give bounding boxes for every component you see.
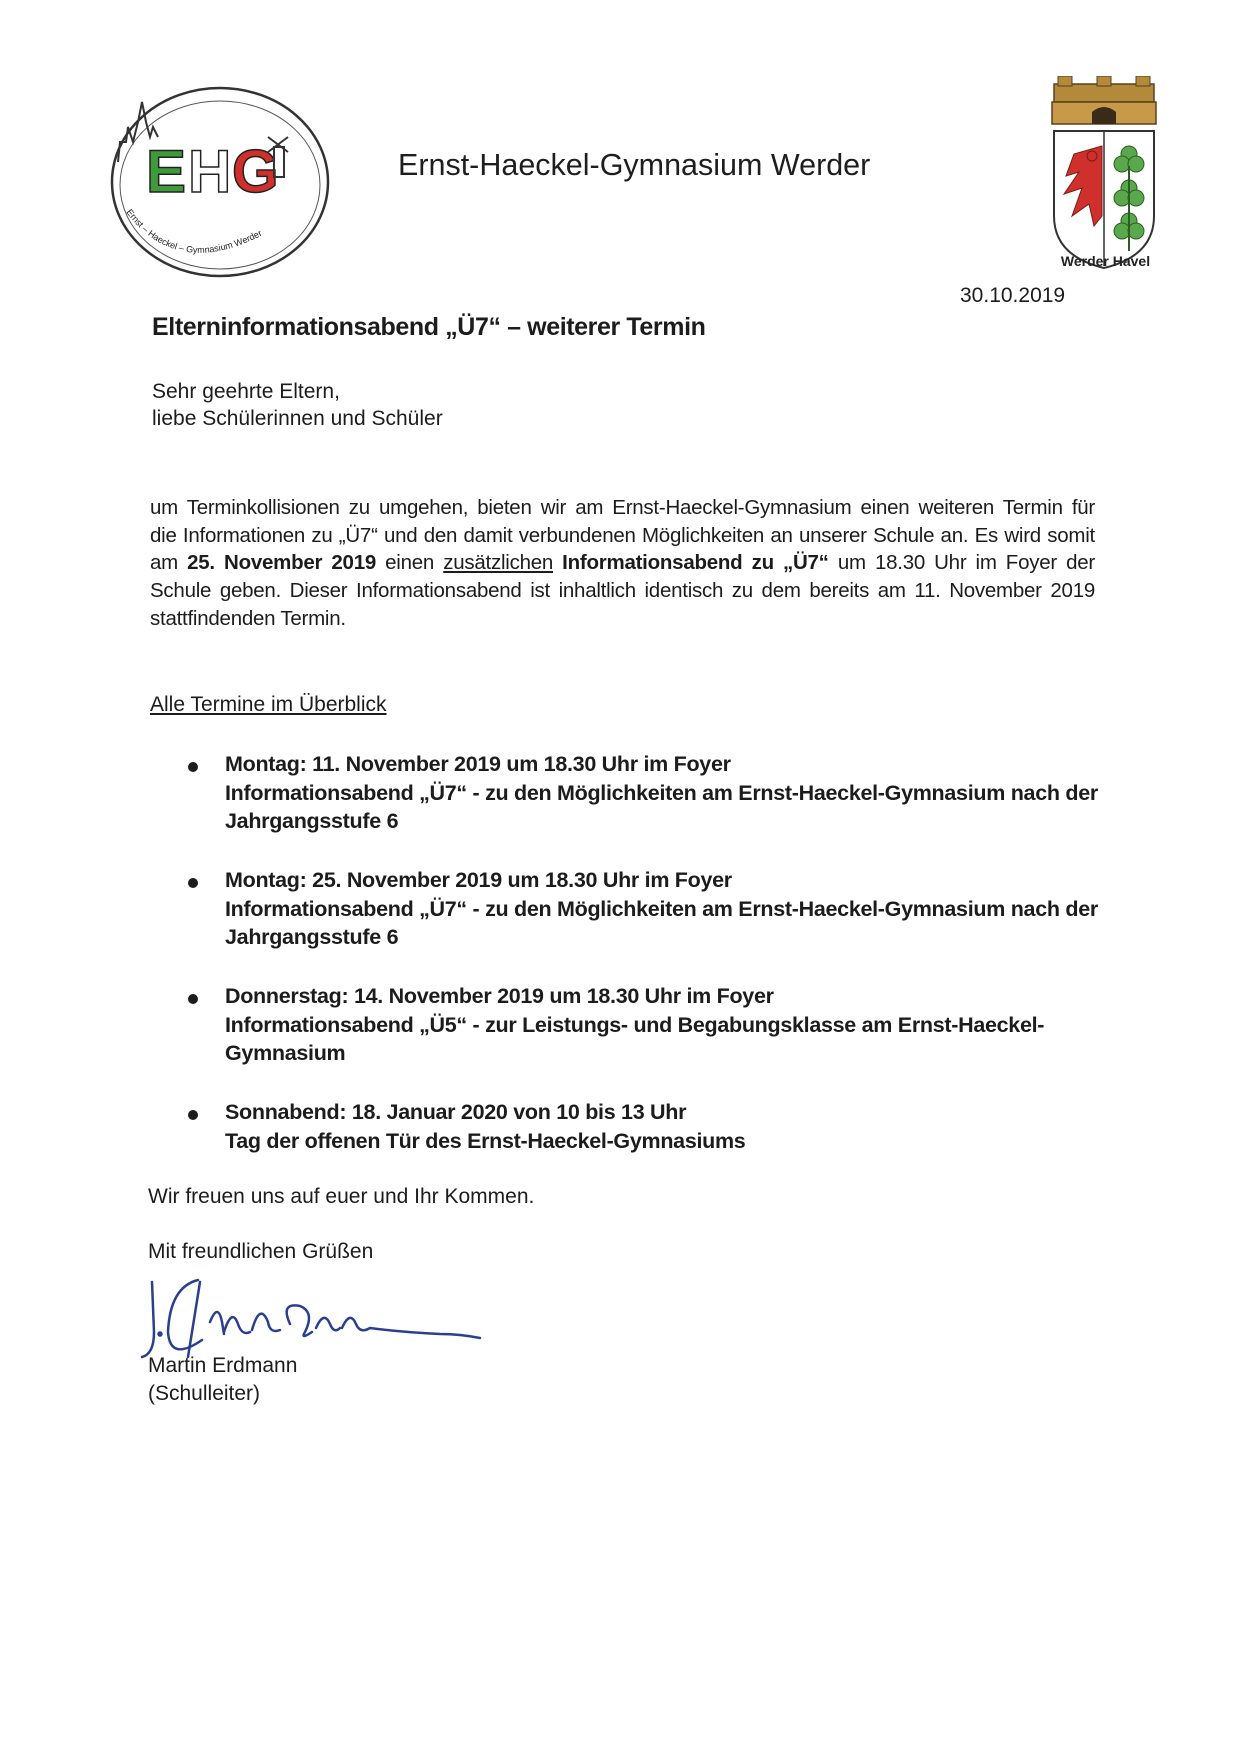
letter-date: 30.10.2019 xyxy=(960,284,1066,307)
school-name: Ernst-Haeckel-Gymnasium Werder xyxy=(398,148,871,182)
body-line-4: Schule geben. Dieser Informationsabend ist inhaltlich identisch zu dem bereits am 11. November 2019 xyxy=(150,579,1095,603)
event-date-line: Donnerstag: 14. November 2019 um 18.30 Uhr im Foyer xyxy=(225,984,774,1008)
body-line-3-c: einen xyxy=(385,551,435,575)
event-date-line: Montag: 25. November 2019 um 18.30 Uhr im Foyer xyxy=(225,868,732,892)
town-crest xyxy=(1044,76,1164,276)
svg-text:Ernst – Haeckel – Gymnasium We xyxy=(124,207,263,255)
body-line-2: die Informationen zu „Ü7“ und den damit verbundenen Möglichkeiten an unserer Schule an. Es wird somit xyxy=(150,523,1095,547)
logo-letter-g: G xyxy=(232,138,279,205)
event-date-line: Sonnabend: 18. Januar 2020 von 10 bis 13 Uhr xyxy=(225,1100,687,1124)
signer-name: Martin Erdmann xyxy=(148,1354,298,1377)
event-desc-line: Informationsabend „Ü7“ - zu den Möglichkeiten am Ernst-Haeckel-Gymnasium nach der xyxy=(225,780,1098,805)
event-desc-line-cont: Gymnasium xyxy=(225,1041,346,1065)
bullet-icon xyxy=(188,994,198,1004)
overview-heading: Alle Termine im Überblick xyxy=(150,693,387,716)
event-desc-line: Tag der offenen Tür des Ernst-Haeckel-Gymnasiums xyxy=(225,1128,746,1153)
event-desc-line-cont: Jahrgangsstufe 6 xyxy=(225,925,399,949)
salutation-line-1: Sehr geehrte Eltern, xyxy=(152,380,340,403)
regards-line: Mit freundlichen Grüßen xyxy=(148,1240,374,1263)
event-desc-line: Informationsabend „Ü7“ - zu den Möglichkeiten am Ernst-Haeckel-Gymnasium nach der xyxy=(225,896,1098,921)
body-line-3-f: um 18.30 Uhr im Foyer der xyxy=(837,551,1095,575)
body-line-1: um Terminkollisionen zu umgehen, bieten wir am Ernst-Haeckel-Gymnasium einen weiteren Termin für xyxy=(150,496,1095,519)
closing-line: Wir freuen uns auf euer und Ihr Kommen. xyxy=(148,1185,535,1208)
additional-emphasis: zusätzlichen xyxy=(443,551,554,575)
body-line-3-a: am xyxy=(150,551,178,575)
event-name-highlight: Informationsabend zu „Ü7“ xyxy=(562,551,829,575)
signer-role: (Schulleiter) xyxy=(148,1382,261,1405)
event-desc-line-cont: Jahrgangsstufe 6 xyxy=(225,809,399,833)
bullet-icon xyxy=(188,762,198,772)
event-desc-line: Informationsabend „Ü5“ - zur Leistungs- und Begabungsklasse am Ernst-Haeckel- xyxy=(225,1012,1045,1037)
event-date-highlight: 25. November 2019 xyxy=(187,551,377,575)
crest-caption: Werder Havel xyxy=(1060,253,1151,269)
event-date-line: Montag: 11. November 2019 um 18.30 Uhr im Foyer xyxy=(225,752,731,776)
logo-ring-text: Ernst – Haeckel – Gymnasium Werder xyxy=(124,207,264,255)
body-line-3 xyxy=(150,549,1095,577)
school-logo xyxy=(108,82,333,282)
logo-letter-e: E xyxy=(146,138,187,205)
body-line-5: stattfindenden Termin. xyxy=(150,606,346,630)
letter-title: Elterninformationsabend „Ü7“ – weiterer Termin xyxy=(152,313,706,341)
body-paragraph xyxy=(150,494,1095,633)
salutation-line-2: liebe Schülerinnen und Schüler xyxy=(152,407,443,430)
bullet-icon xyxy=(188,1110,198,1120)
logo-letter-h: H xyxy=(188,138,232,205)
bullet-icon xyxy=(188,878,198,888)
